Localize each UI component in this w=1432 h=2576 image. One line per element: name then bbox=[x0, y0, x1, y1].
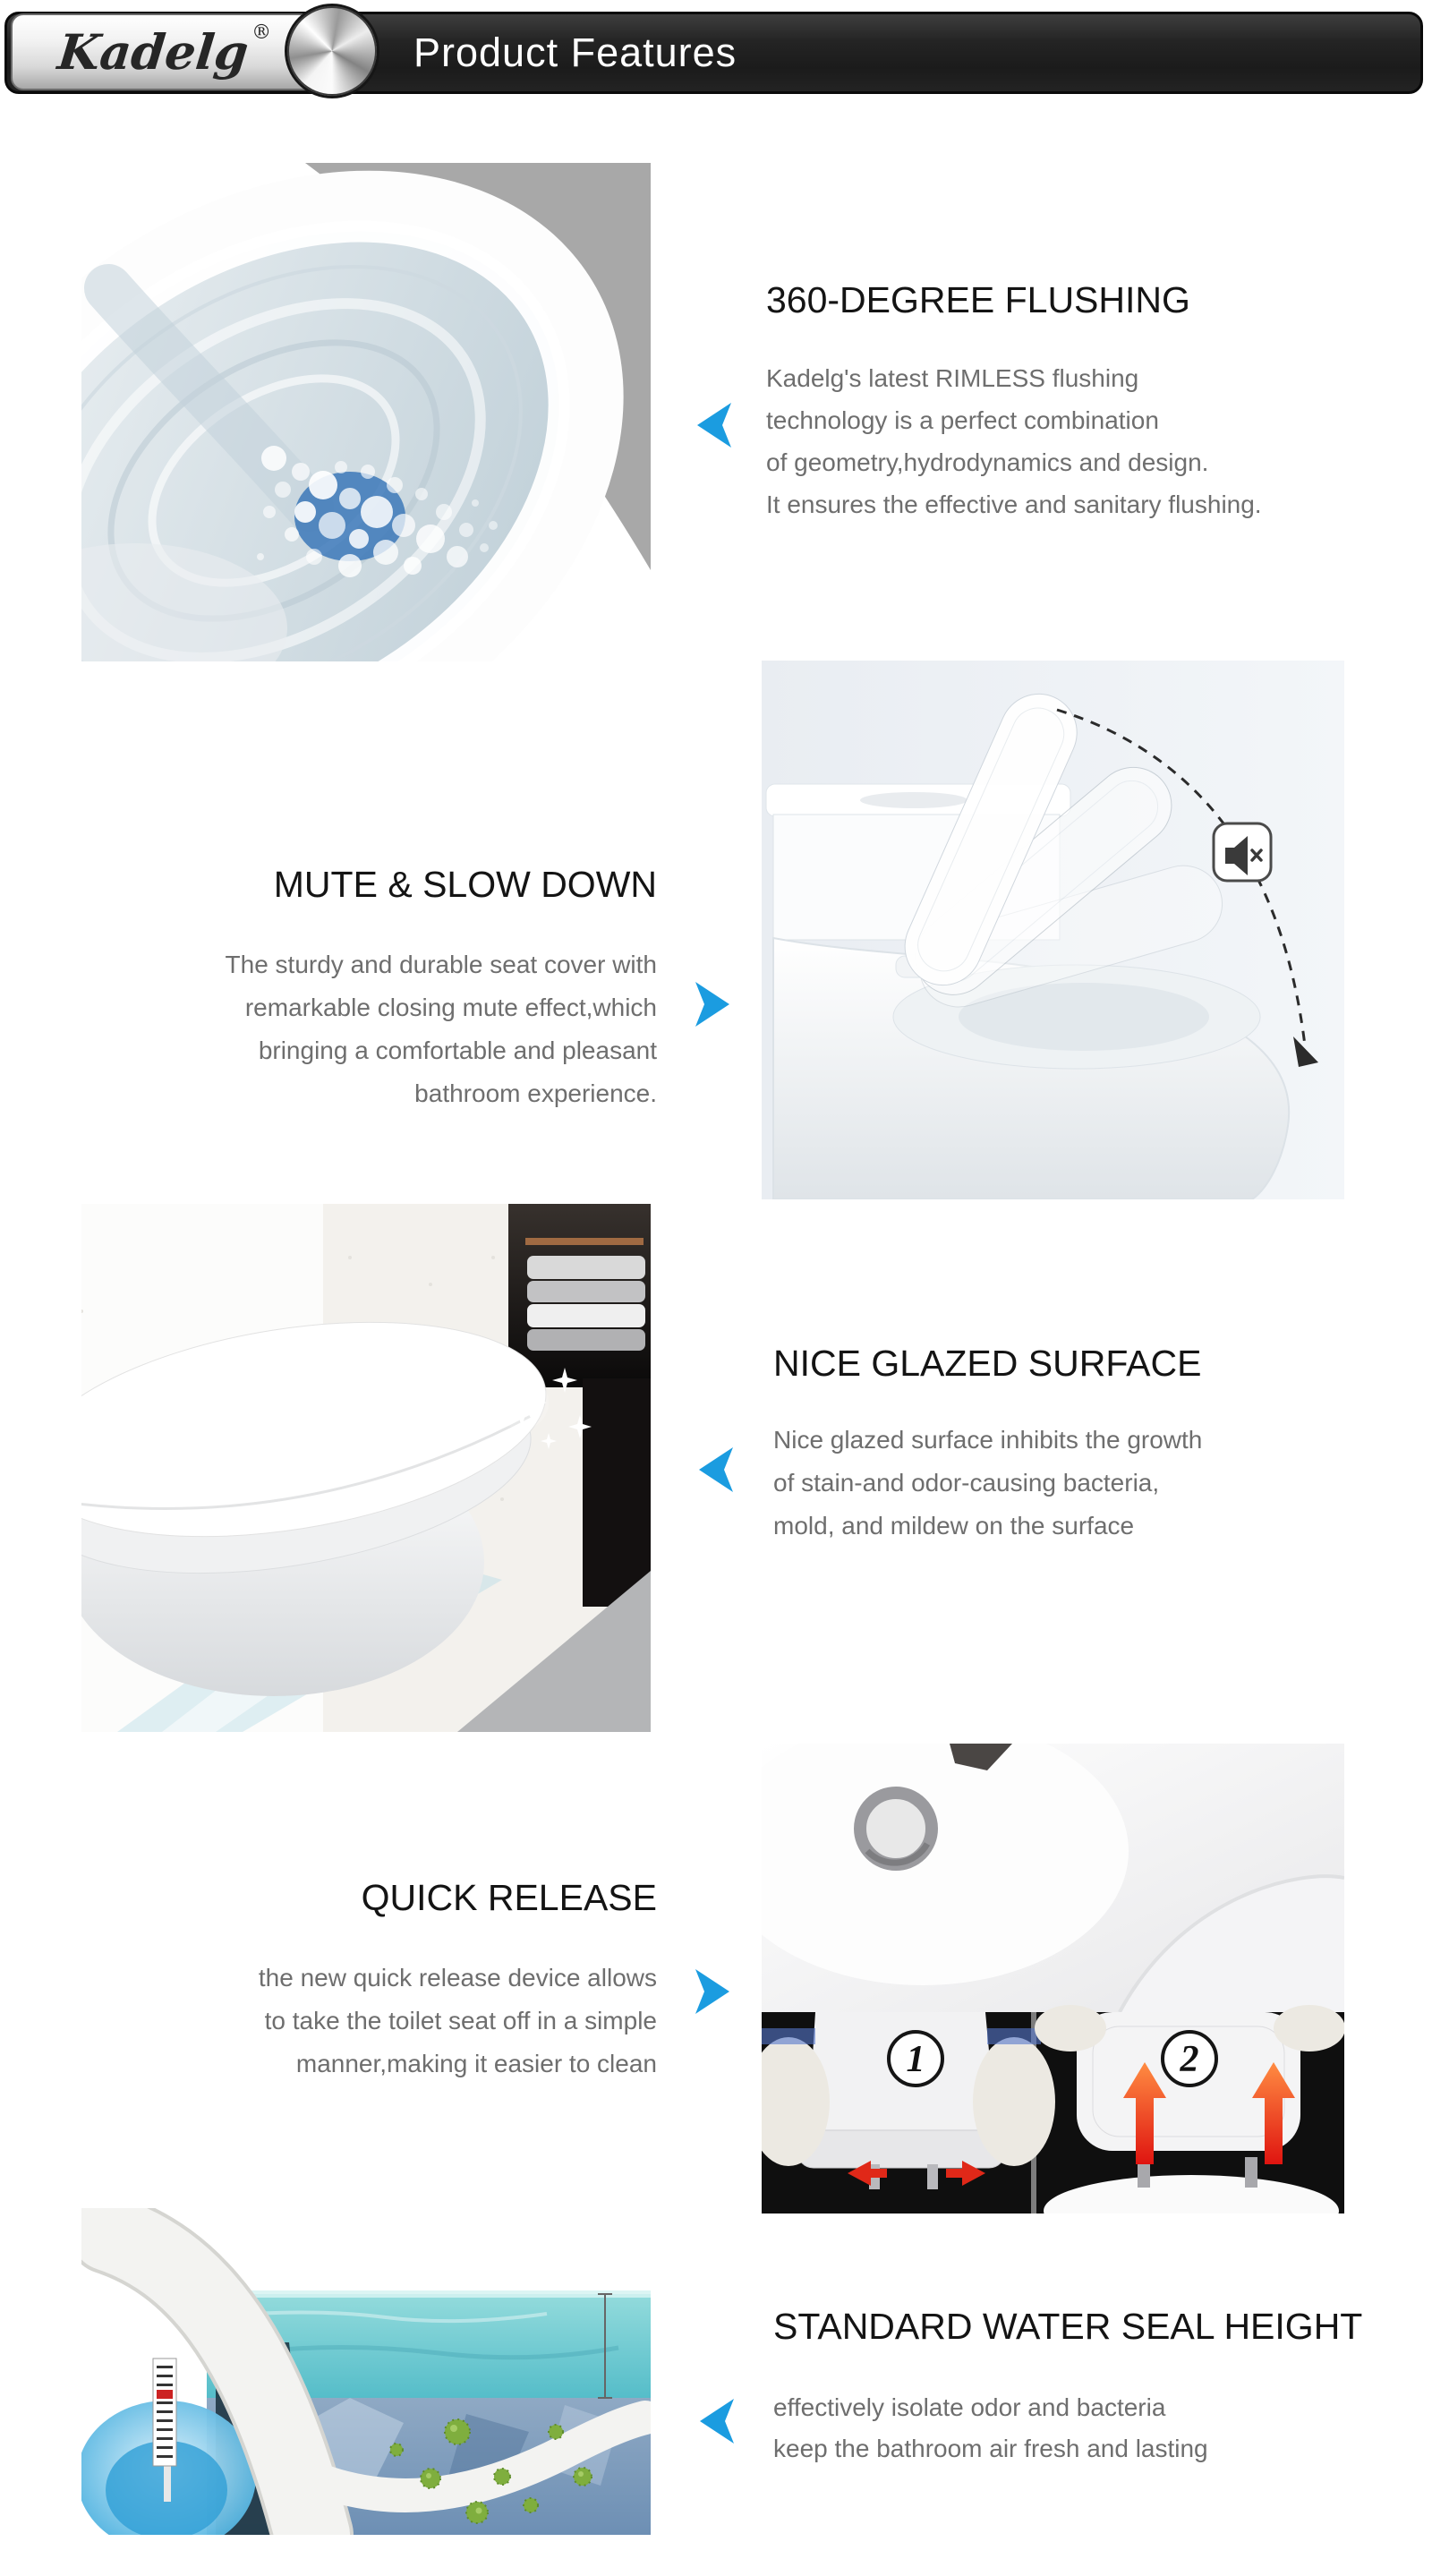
metallic-disc-icon bbox=[285, 4, 379, 98]
seat-closing-illustration bbox=[762, 661, 1344, 1199]
feature-line: to take the toilet seat off in a simple bbox=[264, 2007, 657, 2034]
feature-line: keep the bathroom air fresh and lasting bbox=[773, 2435, 1208, 2462]
page-title: Product Features bbox=[413, 30, 737, 75]
step-number-2: 2 bbox=[1180, 2039, 1199, 2080]
towel-rail bbox=[525, 1238, 644, 1245]
feature-heading: QUICK RELEASE bbox=[361, 1877, 657, 1918]
arrow-left-icon bbox=[697, 403, 731, 448]
quick-release-illustration bbox=[762, 1744, 1344, 2213]
feature-body bbox=[226, 943, 657, 1115]
feature-line: effectively isolate odor and bacteria bbox=[773, 2393, 1166, 2421]
feature-heading: NICE GLAZED SURFACE bbox=[773, 1343, 1202, 1384]
arrow-right-icon bbox=[695, 1969, 729, 2014]
feature-line: of stain-and odor-causing bacteria, bbox=[773, 1469, 1160, 1497]
feature-section-glazed bbox=[773, 1343, 1202, 1548]
brand-logo bbox=[11, 13, 315, 90]
glazed-toilet-illustration bbox=[81, 1204, 651, 1732]
water-seal-photo bbox=[81, 2208, 651, 2535]
arrow-right-icon bbox=[695, 982, 729, 1027]
mute-speaker-icon bbox=[1214, 823, 1271, 881]
step-number-1: 1 bbox=[906, 2039, 925, 2080]
mute-slow-down-photo bbox=[762, 661, 1344, 1199]
registered-trademark: ® bbox=[251, 21, 272, 44]
water-seal-illustration bbox=[81, 2208, 651, 2535]
feature-line: manner,making it easier to clean bbox=[295, 2050, 657, 2077]
brand-name: Kadelg bbox=[55, 23, 251, 81]
feature-heading: MUTE & SLOW DOWN bbox=[273, 864, 657, 905]
step1-panel bbox=[762, 2012, 1055, 2189]
feature-section-water-seal bbox=[773, 2306, 1362, 2469]
glazed-surface-photo bbox=[81, 1204, 651, 1732]
flushing-illustration bbox=[81, 163, 651, 661]
feature-body bbox=[773, 1419, 1202, 1548]
arrow-left-icon bbox=[699, 1447, 733, 1492]
feature-body bbox=[773, 2387, 1362, 2469]
feature-line: bringing a comfortable and pleasant bbox=[258, 1036, 657, 1064]
feature-line: Kadelg's latest RIMLESS flushing bbox=[766, 364, 1139, 392]
quick-release-photo bbox=[762, 1744, 1344, 2213]
feature-line: mold, and mildew on the surface bbox=[773, 1512, 1135, 1540]
feature-body bbox=[766, 357, 1262, 525]
feature-line: remarkable closing mute effect,which bbox=[244, 994, 657, 1021]
feature-line: the new quick release device allows bbox=[258, 1964, 657, 1992]
feature-line: The sturdy and durable seat cover with bbox=[225, 951, 657, 978]
feature-line: It ensures the effective and sanitary flushing. bbox=[766, 490, 1262, 518]
feature-section-flushing bbox=[766, 279, 1262, 525]
feature-heading: STANDARD WATER SEAL HEIGHT bbox=[773, 2306, 1363, 2347]
feature-line: of geometry,hydrodynamics and design. bbox=[766, 448, 1209, 476]
feature-body bbox=[259, 1957, 657, 2086]
feature-line: Nice glazed surface inhibits the growth bbox=[773, 1426, 1203, 1454]
arrow-left-icon bbox=[700, 2399, 734, 2444]
feature-section-quick-release bbox=[259, 1877, 657, 2086]
feature-section-mute bbox=[226, 864, 657, 1115]
feature-heading: 360-DEGREE FLUSHING bbox=[766, 279, 1190, 320]
feature-line: bathroom experience. bbox=[414, 1079, 657, 1107]
feature-line: technology is a perfect combination bbox=[766, 406, 1159, 434]
flushing-photo bbox=[81, 163, 651, 661]
